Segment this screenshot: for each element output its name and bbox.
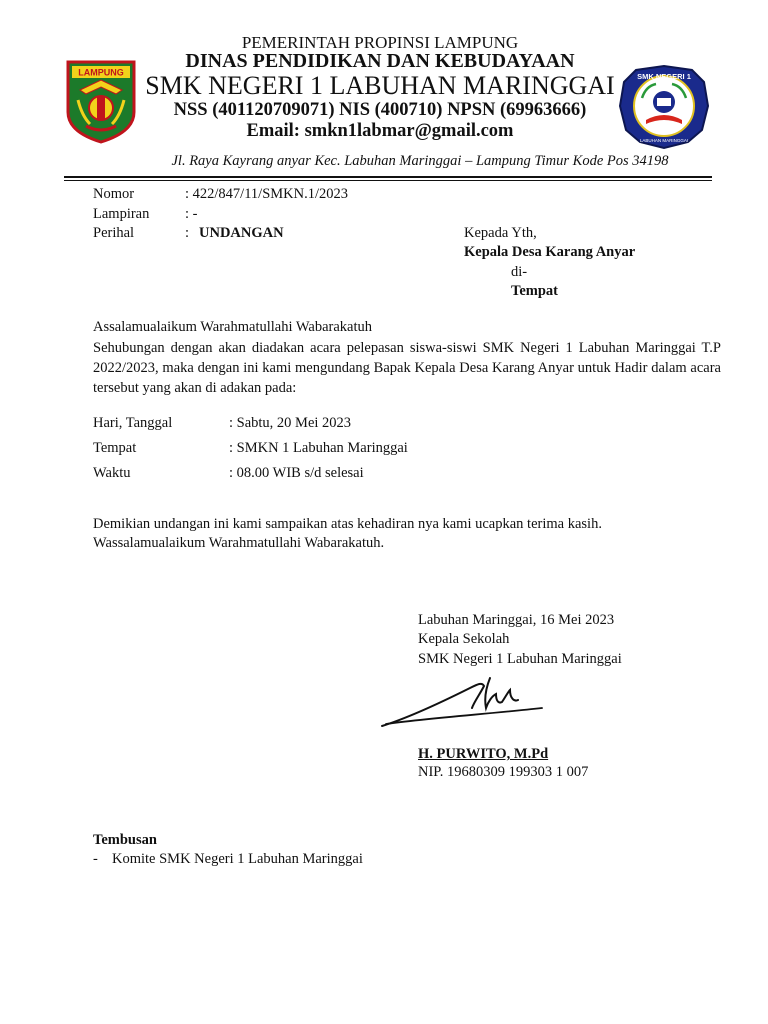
detail-value-date: : Sabtu, 20 Mei 2023 [229,415,352,431]
perihal-colon: : [185,225,190,241]
school-identifiers: NSS (401120709071) NIS (400710) NPSN (69963666) [173,100,587,120]
opening-salam: Assalamualaikum Warahmatullahi Wabarakatuh [93,319,372,335]
recipient-name: Kepala Desa Karang Anyar [464,244,636,260]
smk-school-emblem-logo [616,62,712,150]
signatory-nip: NIP. 19680309 199303 1 007 [418,764,589,780]
detail-label-place: Tempat [93,440,137,456]
school-name: SMK NEGERI 1 LABUHAN MARINGGAI [145,71,615,100]
letterhead-divider-thin [64,180,712,181]
recipient-di: di- [511,264,528,280]
right-logo-bottom-text: LABUHAN MARINGGAI [639,138,689,143]
recipient-greeting: Kepada Yth, [464,225,537,241]
cc-title: Tembusan [93,832,157,848]
signature-position: Kepala Sekolah [418,631,510,647]
nomor-value: : 422/847/11/SMKN.1/2023 [185,186,349,202]
perihal-value: UNDANGAN [199,225,284,241]
detail-value-time: : 08.00 WIB s/d selesai [229,465,364,481]
detail-label-time: Waktu [93,465,131,481]
nomor-label: Nomor [93,186,135,202]
signature-place-date: Labuhan Maringgai, 16 Mei 2023 [418,612,615,628]
letterhead-divider [64,176,712,178]
handwritten-signature [378,672,548,732]
detail-label-date: Hari, Tanggal [93,415,173,431]
school-email: Email: smkn1labmar@gmail.com [246,121,514,141]
body-paragraph: Sehubungan dengan akan diadakan acara pelepasan siswa-siswi SMK Negeri 1 Labuhan Maringgai T.P 2022/2023, maka dengan ini kami mengundang Bapak Kepala Desa Karang Anyar untuk Hadir dalam acara tersebut yang akan di adakan pada: [93,340,721,396]
closing-salam: Wassalamualaikum Warahmatullahi Wabarakatuh. [93,535,385,551]
cc-item: Komite SMK Negeri 1 Labuhan Maringgai [112,851,363,867]
school-address: Jl. Raya Kayrang anyar Kec. Labuhan Maringgai – Lampung Timur Kode Pos 34198 [171,153,669,169]
left-logo-text: LAMPUNG [78,67,124,78]
signature-institution: SMK Negeri 1 Labuhan Maringgai [418,651,622,667]
perihal-label: Perihal [93,225,135,241]
closing-sentence: Demikian undangan ini kami sampaikan atas kehadiran nya kami ucapkan terima kasih. [93,516,602,532]
signatory-name: H. PURWITO, M.Pd [418,746,549,762]
lampiran-value: : - [185,206,198,222]
recipient-place: Tempat [511,283,558,299]
lampung-emblem-logo [66,60,136,144]
detail-value-place: : SMKN 1 Labuhan Maringgai [229,440,408,456]
lampiran-label: Lampiran [93,206,150,222]
department-title: DINAS PENDIDIKAN DAN KEBUDAYAAN [185,50,575,72]
cc-bullet: - [93,851,98,867]
right-logo-text: SMK NEGERI 1 [637,72,691,81]
government-title: PEMERINTAH PROPINSI LAMPUNG [241,33,519,52]
